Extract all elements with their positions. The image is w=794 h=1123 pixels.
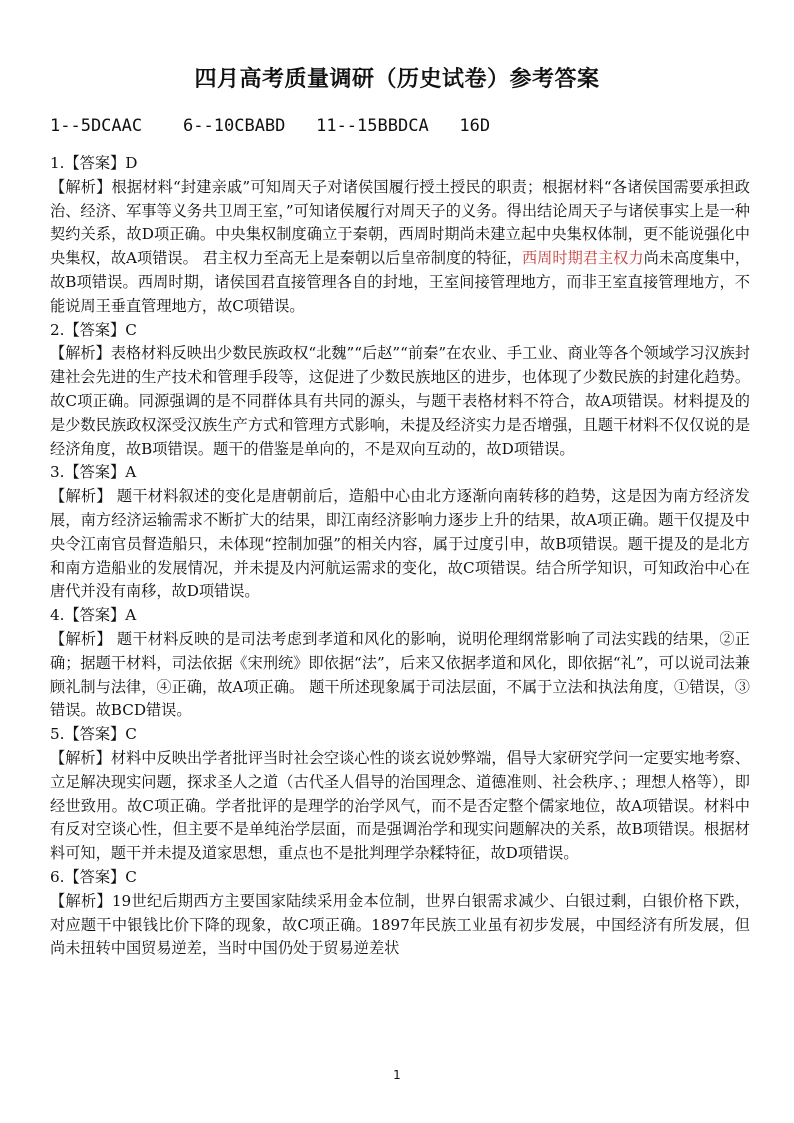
question-2-answer: 2.【答案】C [50,320,137,339]
question-1-explanation [50,176,750,319]
question-4-answer: 4.【答案】A [50,606,137,625]
question-5-answer: 5.【答案】C [50,725,137,744]
question-1-text-a: 【解析】根据材料“封建亲戚”可知周天子对诸侯国履行授土授民的职责；根据材料“各诸侯国需要承担政治、经济、军事等义务共卫周王室，”可知诸侯履行对周天子的义务。得出结论周天子与诸侯事实上是一种契约关系，故D项正确。中央集权制度确立于秦朝，西周时期尚未建立起中央集权体制，更不能说强化中央集权，故A项错误。 君主权力至高无上是秦朝以后皇帝制度的特征， [50,177,750,268]
question-6-answer: 6.【答案】C [50,867,137,886]
question-1-red-watermark-text: 西周时期君主权力 [521,249,644,268]
question-4-explanation: 【解析】 题干材料反映的是司法考虑到孝道和风化的影响，说明伦理纲常影响了司法实践的结果，②正确；据题干材料，司法依据《宋刑统》即依据“法”，后来又依据孝道和风化，即依据“礼”，可以说司法兼顾礼制与法律，④正确，故A项正确。 题干所述现象属于司法层面，不属于立法和执法角度，①错误，③错误。故BCD错误。 [50,629,750,720]
question-3-answer: 3.【答案】A [50,463,137,482]
question-1-answer: 1.【答案】D [50,154,138,172]
page-number: 1 [393,1068,401,1082]
answer-key-line: 1--5DCAAC 6--10CBABD 11--15BBDCA 16D [50,116,491,136]
question-2-explanation: 【解析】表格材料反映出少数民族政权“北魏”“后赵”“前秦”在农业、手工业、商业等各个领域学习汉族封建社会先进的生产技术和管理手段等，这促进了少数民族地区的进步，也体现了少数民族的封建化趋势。故C项正确。同源强调的是不同群体具有共同的源头，与题干表格材料不符合，故A项错误。材料提及的是少数民族政权深受汉族生产方式和管理方式影响，未提及经济实力是否增强，且题干材料不仅仅说的是经济角度，故B项错误。题干的借鉴是单向的，不是双向互动的，故D项错误。 [50,344,750,458]
question-5-explanation: 【解析】材料中反映出学者批评当时社会空谈心性的谈玄说妙弊端，倡导大家研究学问一定要实地考察、立足解决现实问题，探求圣人之道（古代圣人倡导的治国理念、道德准则、社会秩序、；理想人格等），即经世致用。故C项正确。学者批评的是理学的治学风气，而不是否定整个儒家地位，故A项错误。材料中有反对空谈心性，但主要不是单纯治学层面，而是强调治学和现实问题解决的关系，故B项错误。根据材料可知，题干并未提及道家思想，重点也不是批判理学杂糅特征，故D项错误。 [50,748,750,863]
answer-explanations [50,152,750,961]
question-6-explanation: 【解析】19世纪后期西方主要国家陆续采用金本位制，世界白银需求减少、白银过剩，白银价格下跌，对应题干中银钱比价下降的现象，故C项正确。1897年民族工业虽有初步发展，中国经济有所发展，但尚未扭转中国贸易逆差，当时中国仍处于贸易逆差状 [50,891,750,958]
question-3-explanation: 【解析】 题干材料叙述的变化是唐朝前后，造船中心由北方逐渐向南转移的趋势，这是因为南方经济发展，南方经济运输需求不断扩大的结果，即江南经济影响力逐步上升的结果，故A项正确。题干仅提及中央令江南官员督造船只，未体现“控制加强”的相关内容，属于过度引申，故B项错误。题干提及的是北方和南方造船业的发展情况，并未提及内河航运需求的变化，故C项错误。结合所学知识，可知政治中心在唐代并没有南移，故D项错误。 [50,487,750,601]
page-title: 四月高考质量调研（历史试卷）参考答案 [194,67,600,92]
question-1-text-b: 尚未高度集中，故B项错误。西周时期，诸侯国君直接管理各自的封地，王室间接管理地方，而非王室直接管理地方，不能说周王垂直管理地方，故C项错误。 [50,249,751,315]
